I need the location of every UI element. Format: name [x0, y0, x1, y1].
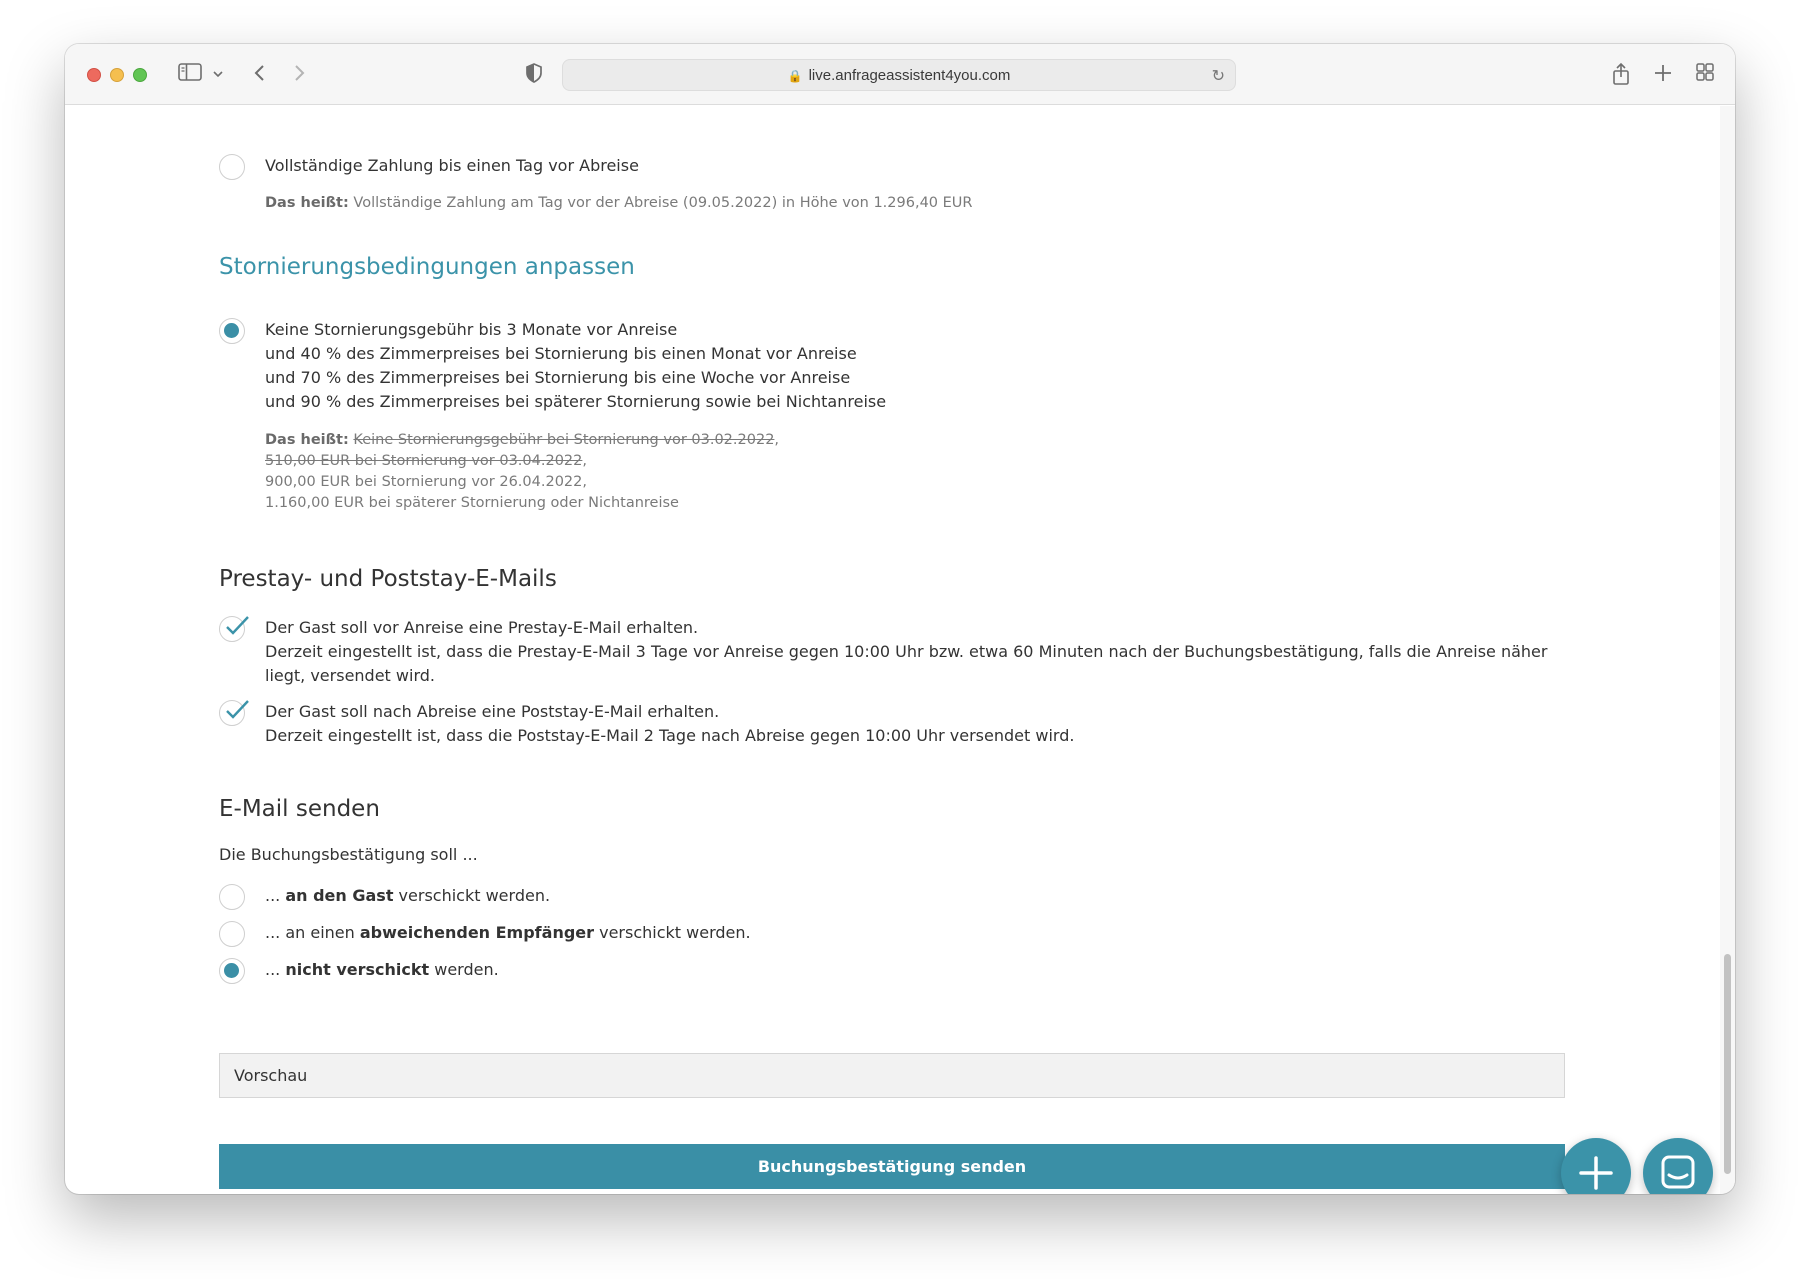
cancellation-heading[interactable]: Stornierungsbedingungen anpassen [219, 254, 635, 280]
poststay-line-2: Derzeit eingestellt ist, dass die Poststay-E-Mail 2 Tage nach Abreise gegen 10:00 Uhr versendet wird. [265, 726, 1075, 745]
payment-meaning-text: Vollständige Zahlung am Tag vor der Abreise (09.05.2022) in Höhe von 1.296,40 EUR [353, 195, 973, 211]
prestay-checkbox[interactable] [219, 616, 245, 642]
add-fab-button[interactable] [1561, 1138, 1631, 1194]
url-text: live.anfrageassistent4you.com [808, 67, 1011, 84]
cancellation-meaning-1: Das heißt: Keine Stornierungsgebühr bei Stornierung vor 03.02.2022, [265, 432, 780, 448]
cancellation-meaning-line-3: 900,00 EUR bei Stornierung vor 26.04.2022, [265, 474, 587, 490]
payment-meaning-prefix: Das heißt: [265, 195, 349, 211]
payment-full-radio[interactable] [219, 154, 245, 180]
plus-icon [1561, 1138, 1631, 1194]
send-to-other-label: ... an einen abweichenden Empfänger verschickt werden. [265, 923, 751, 942]
minimize-window-button[interactable] [110, 68, 124, 82]
prestay-line-1: Der Gast soll vor Anreise eine Prestay-E-Mail erhalten. [265, 618, 699, 637]
send-email-heading: E-Mail senden [219, 796, 380, 822]
do-not-send-label: ... nicht verschickt werden. [265, 960, 499, 979]
forward-arrow-icon[interactable] [288, 62, 310, 90]
cancellation-meaning-2: 510,00 EUR bei Stornierung vor 03.04.2022, [265, 453, 587, 469]
zoom-window-button[interactable] [133, 68, 147, 82]
payment-meaning [265, 193, 972, 214]
chat-fab-button[interactable] [1643, 1138, 1713, 1194]
cancellation-line-3: und 70 % des Zimmerpreises bei Stornierung bis eine Woche vor Anreise [265, 368, 851, 387]
lock-icon: 🔒 [787, 69, 803, 83]
send-to-guest-label: ... an den Gast verschickt werden. [265, 886, 551, 905]
sidebar-toggle-icon[interactable] [177, 62, 203, 88]
send-intro: Die Buchungsbestätigung soll ... [219, 845, 478, 864]
tab-overview-icon[interactable] [1693, 62, 1717, 88]
address-bar[interactable] [562, 59, 1236, 91]
cancellation-line-4: und 90 % des Zimmerpreises bei späterer Stornierung sowie bei Nichtanreise [265, 392, 887, 411]
cancellation-meaning-line-2: 510,00 EUR bei Stornierung vor 03.04.2022 [265, 453, 583, 469]
send-confirmation-button[interactable]: Buchungsbestätigung senden [219, 1144, 1565, 1189]
preview-label: Vorschau [234, 1066, 308, 1085]
back-arrow-icon[interactable] [249, 62, 271, 90]
browser-toolbar [65, 44, 1735, 105]
prestay-line-2: Derzeit eingestellt ist, dass die Prestay-E-Mail 3 Tage vor Anreise gegen 10:00 Uhr bzw. etwa 60 Minuten nach der Buchungsbestätigung, falls die Anreise näher [265, 642, 1548, 661]
share-icon[interactable] [1609, 62, 1633, 92]
poststay-line-1: Der Gast soll nach Abreise eine Poststay-E-Mail erhalten. [265, 702, 720, 721]
page-content [65, 106, 1735, 1194]
poststay-checkbox[interactable] [219, 700, 245, 726]
payment-option-label: Vollständige Zahlung bis einen Tag vor Abreise [265, 156, 639, 175]
chevron-down-icon[interactable] [211, 62, 225, 88]
send-to-guest-radio[interactable] [219, 884, 245, 910]
chat-icon [1643, 1138, 1713, 1194]
browser-window [65, 44, 1735, 1194]
do-not-send-radio[interactable] [219, 958, 245, 984]
new-tab-icon[interactable] [1651, 62, 1675, 88]
reload-icon[interactable]: ↻ [1211, 66, 1225, 85]
cancellation-line-2: und 40 % des Zimmerpreises bei Stornierung bis einen Monat vor Anreise [265, 344, 857, 363]
cancellation-meaning-line-1: Keine Stornierungsgebühr bei Stornierung vor 03.02.2022 [353, 432, 775, 448]
cancellation-line-1: Keine Stornierungsgebühr bis 3 Monate vor Anreise [265, 320, 678, 339]
cancellation-meaning-prefix: Das heißt: [265, 432, 349, 448]
emails-heading: Prestay- und Poststay-E-Mails [219, 566, 557, 592]
cancellation-option-radio[interactable] [219, 318, 245, 344]
scrollbar-thumb[interactable] [1724, 954, 1731, 1174]
close-window-button[interactable] [87, 68, 101, 82]
preview-button[interactable] [219, 1053, 1565, 1098]
privacy-shield-icon[interactable] [523, 62, 545, 90]
cancellation-meaning-line-4: 1.160,00 EUR bei späterer Stornierung oder Nichtanreise [265, 495, 679, 511]
prestay-line-3: liegt, versendet wird. [265, 666, 435, 685]
send-to-other-radio[interactable] [219, 921, 245, 947]
